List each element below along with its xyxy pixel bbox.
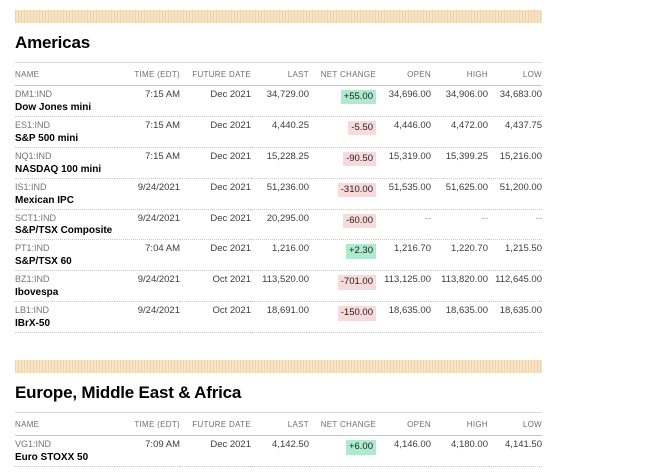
future-date-cell: Oct 2021 (180, 271, 251, 302)
future-date-cell: Dec 2021 (180, 240, 251, 271)
ticker-link[interactable]: ES1:IND (15, 119, 51, 130)
table-row (15, 271, 542, 302)
security-name: NASDAQ 100 mini (15, 163, 102, 175)
net-change-cell (309, 147, 376, 178)
column-header: LAST (251, 63, 309, 86)
net-change-badge: -701.00 (338, 275, 376, 289)
striped-divider-banner (15, 10, 542, 23)
ticker-link[interactable]: IS1:IND (15, 181, 47, 192)
column-header: HIGH (431, 63, 488, 86)
table-row (15, 240, 542, 271)
table-header-row (15, 413, 542, 436)
column-header: FUTURE DATE (180, 413, 251, 436)
section-title: Europe, Middle East & Africa (15, 383, 242, 403)
last-price-cell: 4,142.50 (251, 436, 309, 467)
time-cell: 9/24/2021 (115, 178, 180, 209)
future-date-cell: Dec 2021 (180, 178, 251, 209)
ticker-link[interactable]: BZ1:IND (15, 274, 50, 285)
last-price-cell: 4,440.25 (251, 116, 309, 147)
low-cell: 15,216.00 (488, 147, 542, 178)
open-cell: 34,696.00 (376, 86, 431, 117)
future-date-cell: Dec 2021 (180, 209, 251, 240)
high-cell: 15,399.25 (431, 147, 488, 178)
table-row (15, 147, 542, 178)
last-price-cell: 1,216.00 (251, 240, 309, 271)
last-price-cell: 20,295.00 (251, 209, 309, 240)
column-header: TIME (EDT) (115, 413, 180, 436)
striped-divider-banner (15, 360, 542, 373)
open-cell: 4,446.00 (376, 116, 431, 147)
future-date-cell: Dec 2021 (180, 436, 251, 467)
table-row (15, 302, 542, 333)
open-cell: 15,319.00 (376, 147, 431, 178)
ticker-link[interactable]: LB1:IND (15, 305, 50, 316)
futures-page (15, 10, 542, 467)
time-cell: 7:09 AM (115, 436, 180, 467)
table-body (15, 86, 542, 333)
column-header: NAME (15, 63, 115, 86)
table-row (15, 116, 542, 147)
net-change-badge: -310.00 (338, 183, 376, 197)
open-cell: -- (376, 209, 431, 240)
time-cell: 7:15 AM (115, 147, 180, 178)
column-header: LOW (488, 413, 542, 436)
table-row (15, 86, 542, 117)
ticker-link[interactable]: SCT1:IND (15, 212, 57, 223)
column-header: TIME (EDT) (115, 63, 180, 86)
net-change-cell (309, 178, 376, 209)
open-cell: 18,635.00 (376, 302, 431, 333)
net-change-cell (309, 209, 376, 240)
high-cell: 113,820.00 (431, 271, 488, 302)
table-row (15, 178, 542, 209)
low-cell: 1,215.50 (488, 240, 542, 271)
net-change-badge: +55.00 (341, 90, 376, 104)
open-cell: 51,535.00 (376, 178, 431, 209)
time-cell: 7:15 AM (115, 86, 180, 117)
security-name: S&P/TSX Composite (15, 225, 113, 237)
net-change-badge: -150.00 (338, 306, 376, 320)
net-change-cell (309, 302, 376, 333)
last-price-cell: 51,236.00 (251, 178, 309, 209)
high-cell: 1,220.70 (431, 240, 488, 271)
column-header: OPEN (376, 413, 431, 436)
low-cell: 112,645.00 (488, 271, 542, 302)
time-cell: 9/24/2021 (115, 302, 180, 333)
security-name: Mexican IPC (15, 194, 74, 206)
net-change-cell (309, 271, 376, 302)
futures-table (15, 62, 542, 333)
column-header: FUTURE DATE (180, 63, 251, 86)
net-change-badge: -90.50 (343, 152, 376, 166)
low-cell: -- (488, 209, 542, 240)
low-cell: 18,635.00 (488, 302, 542, 333)
high-cell: 4,472.00 (431, 116, 488, 147)
low-cell: 4,437.75 (488, 116, 542, 147)
table-row (15, 436, 542, 467)
high-cell: 4,180.00 (431, 436, 488, 467)
ticker-link[interactable]: PT1:IND (15, 243, 50, 254)
net-change-cell (309, 240, 376, 271)
column-header: LOW (488, 63, 542, 86)
future-date-cell: Dec 2021 (180, 116, 251, 147)
column-header: NAME (15, 413, 115, 436)
open-cell: 1,216.70 (376, 240, 431, 271)
time-cell: 9/24/2021 (115, 271, 180, 302)
low-cell: 4,141.50 (488, 436, 542, 467)
column-header: NET CHANGE (309, 413, 376, 436)
time-cell: 7:04 AM (115, 240, 180, 271)
security-name: Dow Jones mini (15, 101, 92, 113)
last-price-cell: 113,520.00 (251, 271, 309, 302)
net-change-cell (309, 116, 376, 147)
net-change-badge: -5.50 (348, 121, 376, 135)
open-cell: 4,146.00 (376, 436, 431, 467)
net-change-cell (309, 436, 376, 467)
column-header: HIGH (431, 413, 488, 436)
market-section (15, 10, 542, 333)
future-date-cell: Dec 2021 (180, 86, 251, 117)
high-cell: 34,906.00 (431, 86, 488, 117)
high-cell: -- (431, 209, 488, 240)
table-body (15, 436, 542, 467)
column-header: NET CHANGE (309, 63, 376, 86)
net-change-cell (309, 86, 376, 117)
high-cell: 51,625.00 (431, 178, 488, 209)
low-cell: 34,683.00 (488, 86, 542, 117)
time-cell: 9/24/2021 (115, 209, 180, 240)
time-cell: 7:15 AM (115, 116, 180, 147)
last-price-cell: 34,729.00 (251, 86, 309, 117)
security-name: Ibovespa (15, 287, 59, 299)
security-name: S&P 500 mini (15, 132, 79, 144)
section-title: Americas (15, 33, 90, 52)
column-header: OPEN (376, 63, 431, 86)
column-header: LAST (251, 413, 309, 436)
net-change-badge: +2.30 (346, 244, 376, 258)
future-date-cell: Dec 2021 (180, 147, 251, 178)
last-price-cell: 15,228.25 (251, 147, 309, 178)
net-change-badge: -60.00 (343, 214, 376, 228)
low-cell: 51,200.00 (488, 178, 542, 209)
last-price-cell: 18,691.00 (251, 302, 309, 333)
net-change-badge: +6.00 (346, 440, 376, 454)
ticker-link[interactable]: NQ1:IND (15, 150, 52, 161)
future-date-cell: Oct 2021 (180, 302, 251, 333)
futures-table (15, 412, 542, 467)
table-row (15, 209, 542, 240)
open-cell: 113,125.00 (376, 271, 431, 302)
security-name: IBrX-50 (15, 318, 51, 330)
security-name: Euro STOXX 50 (15, 452, 89, 464)
ticker-link[interactable]: VG1:IND (15, 439, 52, 450)
high-cell: 18,635.00 (431, 302, 488, 333)
market-section (15, 360, 542, 467)
security-name: S&P/TSX 60 (15, 256, 72, 268)
ticker-link[interactable]: DM1:IND (15, 89, 53, 99)
table-header-row (15, 63, 542, 86)
